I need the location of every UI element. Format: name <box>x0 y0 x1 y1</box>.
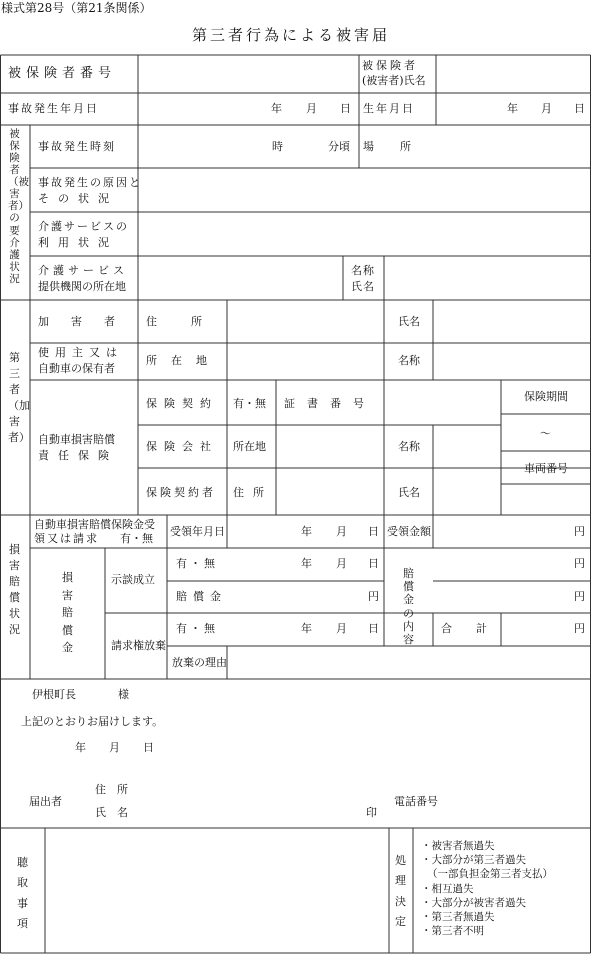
form-number: 様式第28号（第21条関係） <box>1 1 152 15</box>
perpetrator-address-label: 住所 <box>146 315 236 328</box>
addressee-honorific: 様 <box>118 688 129 701</box>
settlement-compensation-label: 賠償金 <box>176 590 227 603</box>
submitter-address-label: 住所 <box>95 783 139 796</box>
usage-label-line2: 利用状況 <box>38 236 118 249</box>
waiver-label: 請求権放棄 <box>111 639 166 652</box>
accident-date-year: 年 <box>271 102 282 115</box>
submission-statement: 上記のとおりお届けします。 <box>21 715 164 728</box>
waiver-reason-label: 放棄の理由 <box>172 656 227 669</box>
policyholder-label: 保険契約者 <box>146 486 216 499</box>
hearing-field[interactable] <box>47 830 387 951</box>
policyholder-address-label: 住所 <box>233 486 273 499</box>
damages-section-label: 損害賠償状況 <box>9 543 20 636</box>
submitter-name-label: 氏名 <box>95 806 139 819</box>
accident-place-label: 場所 <box>363 140 437 153</box>
addressee: 伊根町長 <box>32 688 76 701</box>
total-yen: 円 <box>574 622 585 635</box>
submitter-label: 届出者 <box>29 795 62 808</box>
received-amount-yen: 円 <box>574 525 585 538</box>
total-label: 合計 <box>441 622 511 635</box>
employer-location-label: 所在地 <box>146 354 221 367</box>
decision-option[interactable]: ・相互過失 <box>421 882 474 895</box>
perpetrator-name-label: 氏名 <box>398 315 420 328</box>
cause-label-line2: その状況 <box>38 192 118 205</box>
hearing-label: 聴取事項 <box>17 856 28 931</box>
care-section-label: 被保険者（被害者）の要介護状況 <box>8 128 29 285</box>
decision-option[interactable]: ・第三者無過失 <box>421 910 495 923</box>
settlement-date-day: 日 <box>368 557 379 570</box>
insurance-period-label: 保険期間 <box>524 390 568 403</box>
decision-options <box>421 839 553 938</box>
cause-label-line1: 事故発生の原因と <box>38 176 142 189</box>
decision-option[interactable]: ・大部分が第三者過失 <box>421 854 526 867</box>
insurance-company-name-label: 名称 <box>398 440 420 453</box>
vehicle-number-label: 車両番号 <box>524 462 568 475</box>
insured-number-field[interactable] <box>140 58 358 92</box>
insured-name-field[interactable] <box>438 58 588 92</box>
settlement-compensation-yen: 円 <box>368 590 379 603</box>
accident-time-label: 事故発生時刻 <box>38 140 116 153</box>
birthdate-label: 生年月日 <box>363 102 415 115</box>
certificate-number-label: 証書番号 <box>284 397 376 410</box>
insured-number-label: 被保険者番号 <box>8 66 117 81</box>
waiver-date-month: 月 <box>336 622 347 635</box>
settlement-date-year: 年 <box>301 557 312 570</box>
settlement-label: 示談成立 <box>111 573 155 586</box>
liability-insurance-label-line2: 責任保険 <box>38 449 118 462</box>
accident-date-label: 事故発生年月日 <box>8 102 99 115</box>
provider-label-line2: 提供機関の所在地 <box>38 280 126 293</box>
settlement-yes-no[interactable]: 有・無 <box>176 557 218 570</box>
birthdate-year: 年 <box>507 102 518 115</box>
decision-option[interactable]: ・被害者無過失 <box>421 840 495 852</box>
accident-time-minute: 分頃 <box>328 140 350 153</box>
decision-option[interactable]: ・大部分が被害者過失 <box>421 896 526 909</box>
claim-label-line1: 自動車損害賠償保険金受 <box>34 518 155 531</box>
employer-title-label: 名称 <box>398 354 420 367</box>
received-date-day: 日 <box>368 525 379 538</box>
insurance-company-label: 保険会社 <box>146 440 218 453</box>
waiver-yes-no[interactable]: 有・無 <box>176 622 218 635</box>
insurance-period-tilde: ～ <box>540 427 551 440</box>
employer-label-line2: 自動車の保有者 <box>38 362 115 375</box>
usage-label-line1: 介護サービスの <box>38 220 129 233</box>
birthdate-day: 日 <box>574 102 585 115</box>
perpetrator-label: 加害者 <box>38 315 137 328</box>
compensation-content-label: 賠償金の内容 <box>403 567 414 646</box>
decision-option: （一部負担金第三者支払） <box>427 868 553 881</box>
received-date-month: 月 <box>336 525 347 538</box>
third-party-section-label: 第三者（加害者） <box>8 351 30 444</box>
accident-date-day: 日 <box>340 102 351 115</box>
submission-date-day: 日 <box>143 741 154 754</box>
insurance-contract-label: 保険契約 <box>146 397 218 410</box>
provider-name-label-1: 名称 <box>351 264 375 277</box>
policyholder-name-label: 氏名 <box>398 486 420 499</box>
received-date-label: 受領年月日 <box>170 525 225 538</box>
insurance-company-location-label: 所在地 <box>233 440 266 453</box>
decision-option[interactable]: ・第三者不明 <box>421 925 484 938</box>
received-date-year: 年 <box>301 525 312 538</box>
insured-name-label-line2: (被害者)氏名 <box>362 74 426 87</box>
settlement-date-month: 月 <box>336 557 347 570</box>
waiver-date-year: 年 <box>301 622 312 635</box>
received-amount-label: 受領金額 <box>387 525 431 538</box>
provider-name-label-2: 氏名 <box>351 280 375 293</box>
accident-time-hour: 時 <box>272 140 283 153</box>
decision-label: 処理決定 <box>395 854 406 929</box>
claim-yes-no[interactable]: 有・無 <box>120 532 153 545</box>
insured-name-label-line1: 被保険者 <box>362 59 418 72</box>
employer-label-line1: 使用主又は <box>38 346 123 359</box>
form-title: 第三者行為による被害届 <box>192 26 391 44</box>
claim-label-line2: 領又は請求 <box>34 532 99 545</box>
seal-mark: 印 <box>366 806 377 819</box>
content-yen-2: 円 <box>574 590 585 603</box>
content-yen-1: 円 <box>574 557 585 570</box>
provider-label-line1: 介護サービス <box>38 264 128 277</box>
liability-insurance-label-line1: 自動車損害賠償 <box>38 433 115 446</box>
accident-date-month: 月 <box>306 102 317 115</box>
waiver-date-day: 日 <box>368 622 379 635</box>
phone-label: 電話番号 <box>394 795 438 808</box>
insurance-contract-yes-no[interactable]: 有・無 <box>233 397 266 410</box>
compensation-sub-label: 損害賠償金 <box>62 571 73 655</box>
birthdate-month: 月 <box>541 102 552 115</box>
submission-date-year: 年 <box>75 741 86 754</box>
submission-date-month: 月 <box>109 741 120 754</box>
